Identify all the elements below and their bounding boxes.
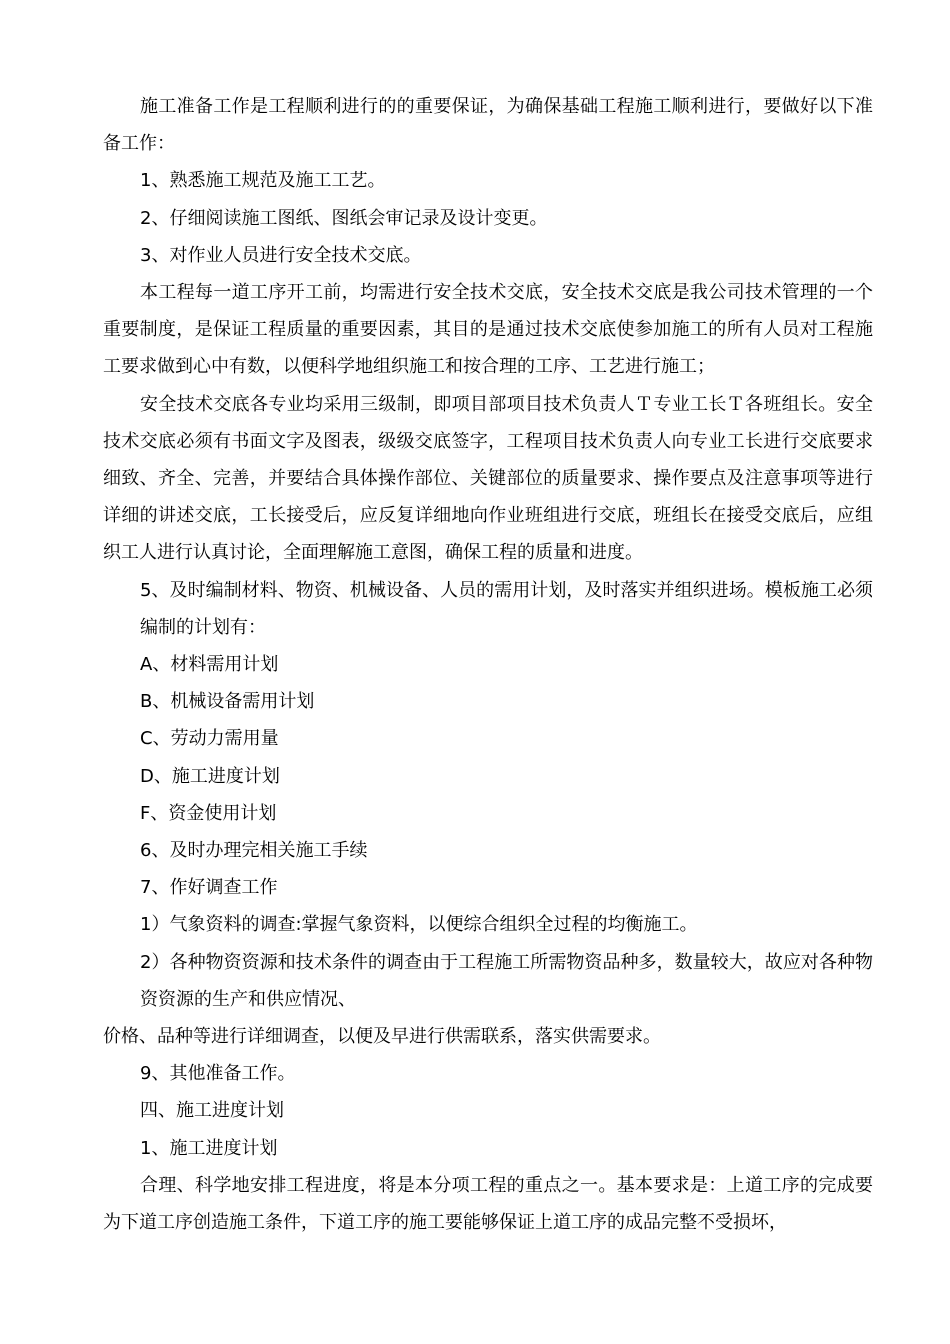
paragraph: B、机械设备需用计划: [140, 691, 315, 713]
paragraph: 安全技术交底各专业均采用三级制，即项目部项目技术负责人Ｔ专业工长Ｔ各班组长。安全技术交底必须有书面文字及图表，级级交底签字，工程项目技术负责人向专业工长进行交底要求细致、齐全、完善，并要结合具体操作部位、关键部位的质量要求、操作要点及注意事项等进行详细的讲述交底，工长接受后，应反复详细地向作业班组进行交底，班组长在接受交底后，应组织工人进行认真讨论，全面理解施工意图，确保工程的质量和进度。: [103, 393, 873, 564]
paragraph: 7、作好调查工作: [140, 877, 278, 899]
paragraph: 1）气象资料的调查:掌握气象资料，以便综合组织全过程的均衡施工。: [140, 914, 698, 936]
paragraph: F、资金使用计划: [140, 802, 277, 824]
paragraph: 2、仔细阅读施工图纸、图纸会审记录及设计变更。: [140, 207, 548, 229]
paragraph: 本工程每一道工序开工前，均需进行安全技术交底，安全技术交底是我公司技术管理的一个重要制度，是保证工程质量的重要因素，其目的是通过技术交底使参加施工的所有人员对工程施工要求做到心中有数，以便科学地组织施工和按合理的工序、工艺进行施工；: [103, 282, 873, 378]
paragraph: 5、及时编制材料、物资、机械设备、人员的需用计划，及时落实并组织进场。模板施工必须编制的计划有：: [140, 579, 873, 638]
paragraph: 四、施工进度计划: [140, 1100, 284, 1122]
paragraph: 1、施工进度计划: [140, 1137, 278, 1159]
document-body: [103, 88, 873, 1241]
paragraph: 3、对作业人员进行安全技术交底。: [140, 244, 422, 266]
paragraph: 合理、科学地安排工程进度，将是本分项工程的重点之一。基本要求是：上道工序的完成要为下道工序创造施工条件，下道工序的施工要能够保证上道工序的成品完整不受损坏，: [103, 1174, 873, 1234]
paragraph: 9、其他准备工作。: [140, 1063, 296, 1085]
paragraph: D、施工进度计划: [140, 765, 280, 787]
paragraph: 2）各种物资资源和技术条件的调查由于工程施工所需物资品种多，数量较大，故应对各种物资资源的生产和供应情况、: [140, 951, 873, 1010]
paragraph: 价格、品种等进行详细调查，以便及早进行供需联系，落实供需要求。: [103, 1026, 661, 1048]
paragraph: A、材料需用计划: [140, 654, 279, 676]
paragraph: C、劳动力需用量: [140, 728, 279, 750]
paragraph: 1、熟悉施工规范及施工工艺。: [140, 170, 386, 192]
paragraph: 施工准备工作是工程顺利进行的的重要保证，为确保基础工程施工顺利进行，要做好以下准备工作：: [103, 96, 873, 155]
paragraph: 6、及时办理完相关施工手续: [140, 840, 368, 862]
